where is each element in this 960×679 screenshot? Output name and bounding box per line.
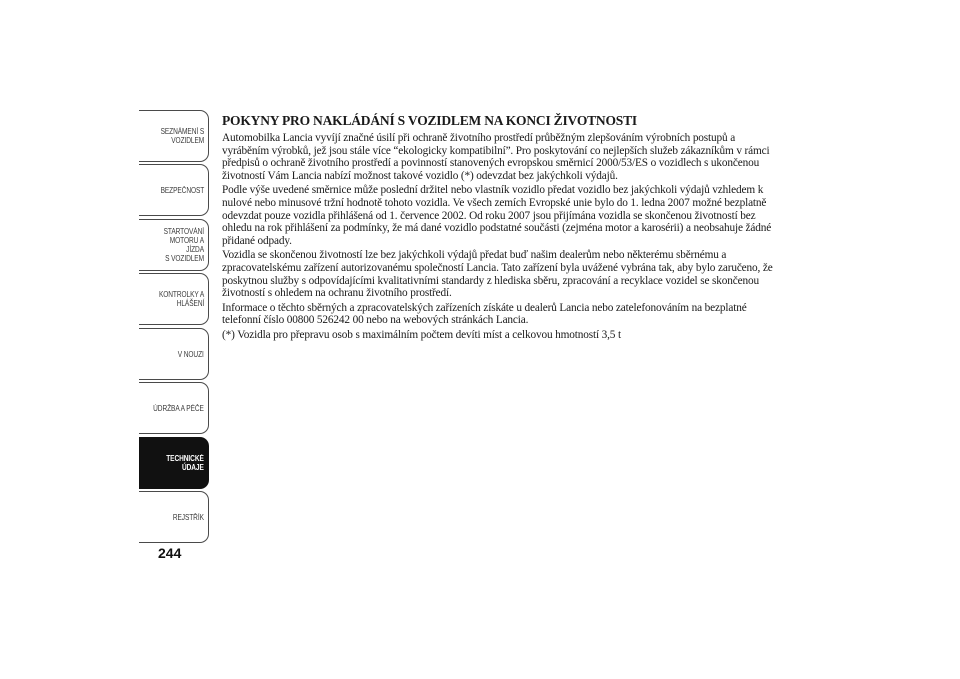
tab-udrzba-a-pece[interactable] xyxy=(139,382,209,434)
section-heading: POKYNY PRO NAKLÁDÁNÍ S VOZIDLEM NA KONCI ŽIVOTNOSTI xyxy=(222,113,637,128)
tab-bezpecnost[interactable] xyxy=(139,164,209,216)
paragraph: Podle výše uvedené směrnice může poslední držitel nebo vlastník vozidlo předat vozidlo bez jakýchkoli výdajů vzhledem k nulové nebo minusové tržní hodnotě tohoto vozidla. Ve všech zemích Evropské unie bylo do 1. ledna 2007 možné bezplatně odevzdat pouze vozidla přihlášená od 1. července 2002. Od roku 2007 jsou přijímána vozidla se skončenou životností bez ohledu na rok přihlášení za podmínky, že má dané vozidlo podstatné součásti (zejména motor a karosérii) a neobsahuje žádné přidané odpady. xyxy=(222,184,772,247)
tab-kontrolky-a-hlaseni[interactable] xyxy=(139,273,209,325)
paragraph: Informace o těchto sběrných a zpracovatelských zařízeních získáte u dealerů Lancia nebo zatelefonováním na bezplatné telefonní číslo 00800 526242 00 nebo na webových stránkách Lancia. xyxy=(222,301,747,327)
main-content xyxy=(222,113,778,344)
tab-label: ÚDRŽBA A PÉČE xyxy=(153,403,204,413)
page-number: 244 xyxy=(158,545,182,561)
tab-startovani-motoru[interactable] xyxy=(139,219,209,271)
tab-v-nouzi[interactable] xyxy=(139,328,209,380)
tab-label: STARTOVÁNÍ MOTORU A JÍZDA S VOZIDLEM xyxy=(163,227,204,263)
tab-label: BEZPEČNOST xyxy=(160,185,204,195)
tab-label: V NOUZI xyxy=(177,349,204,359)
tab-label: REJSTŘÍK xyxy=(172,512,204,522)
footnote: (*) Vozidla pro přepravu osob s maximálním počtem devíti míst a celkovou hmotností 3,5 t xyxy=(222,328,621,341)
tab-technicke-udaje[interactable] xyxy=(139,437,209,489)
tab-rejstrik[interactable] xyxy=(139,491,209,543)
tab-label: KONTROLKY A HLÁŠENÍ xyxy=(158,290,204,308)
tab-label: TECHNICKÉ ÚDAJE xyxy=(166,454,204,472)
tab-label: SEZNÁMENÍ S VOZIDLEM xyxy=(160,127,204,145)
paragraph: Automobilka Lancia vyvíjí značné úsilí při ochraně životního prostředí průběžným zlepšováním výrobních postupů a vyráběním výrobků, jež jsou stále více “ekologicky kompatibilní”. Pro poskytování co nejlepších služeb zákazníkům v rámci předpisů o ochraně životního prostředí a povinností stanovených evropskou směrnicí 2000/53/ES o vozidlech s ukončenou životností Vám Lancia nabízí možnost takové vozidlo (*) odevzdat bez jakýchkoli výdajů. xyxy=(222,132,770,182)
tab-seznameni-s-vozidlem[interactable] xyxy=(139,110,209,162)
chapter-sidebar xyxy=(139,110,211,544)
paragraph: Vozidla se skončenou životností lze bez jakýchkoli výdajů předat buď našim dealerům nebo některému sběrnému a zpracovatelskému zařízení autorizovanému společností Lancia. Tato zařízení byla uvážené vybrána tak, aby bylo zaručeno, že poskytnou služby s odpovídajícími kvalitativními standardy z hlediska sběru, zpracování a recyklace vozidel se skončenou životností s ohledem na ochranu životního prostředí. xyxy=(222,249,773,300)
